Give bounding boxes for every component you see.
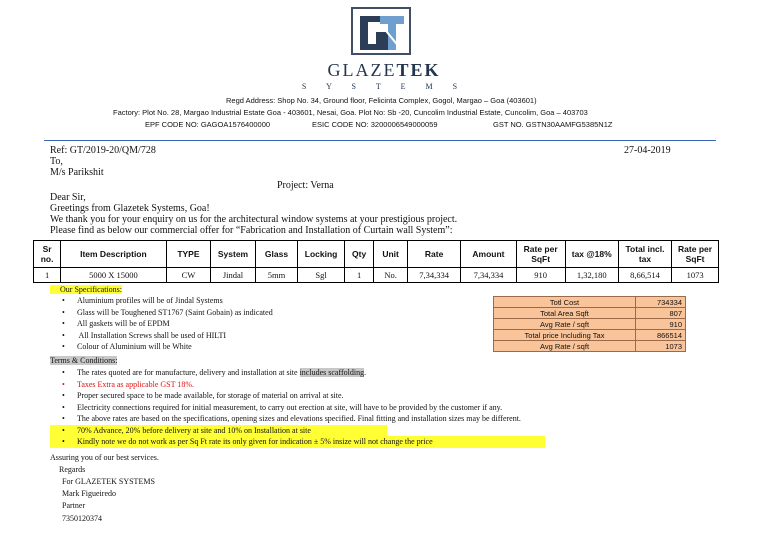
table-row (494, 319, 686, 330)
gst-number: GST NO. GSTN30AAMFG5385N1Z (493, 120, 613, 129)
column-header: TYPE (166, 241, 211, 268)
cost-label: Avg Rate / sqft (494, 319, 636, 330)
quotation-table (33, 240, 719, 283)
brand-name-tek: TEK (396, 60, 441, 80)
table-cell: 910 (516, 268, 565, 283)
terms-title (50, 355, 117, 366)
company-signoff: For GLAZETEK SYSTEMS (62, 477, 155, 486)
glazetek-logo-icon (336, 4, 426, 60)
closing-line: Assuring you of our best services. (50, 453, 159, 462)
table-cell: 5000 X 15000 (61, 268, 166, 283)
brand-name-glaze: GLAZE (327, 60, 397, 80)
header-divider (44, 140, 716, 141)
specifications-title (50, 284, 122, 295)
cost-label: Totl Cost (494, 297, 636, 308)
thanks-line: We thank you for your enquiry on us for the architectural window systems at your prestigious project. (50, 214, 458, 225)
column-header: Locking (298, 241, 345, 268)
list-item: • Colour of Aluminium will be White (50, 341, 273, 353)
specifications-title-text: Our Specifications: (50, 285, 122, 294)
column-header: Rate per SqFt (672, 241, 719, 268)
table-cell: Sgl (298, 268, 345, 283)
list-item: • Taxes Extra as applicable GST 18%. (50, 379, 545, 391)
list-item: • Electricity connections required for initial measurement, to carry out erection at site, will have to be provided by the customer if any. (50, 402, 545, 414)
column-header: Rate per SqFt (516, 241, 565, 268)
brand-name (0, 60, 768, 81)
brand-subtitle: S Y S T E M S (301, 82, 467, 91)
cost-value: 734334 (636, 297, 686, 308)
column-header: Unit (374, 241, 408, 268)
cost-label: Avg Rate / sqft (494, 341, 636, 352)
cost-value: 910 (636, 319, 686, 330)
cost-label: Total Area Sqft (494, 308, 636, 319)
column-header: Sr no. (34, 241, 61, 268)
list-item: • All Installation Screws shall be used of HILTI (50, 330, 273, 342)
table-cell: 1 (34, 268, 61, 283)
table-row (494, 330, 686, 341)
table-cell: 1,32,180 (565, 268, 618, 283)
table-row (494, 308, 686, 319)
offer-line: Please find as below our commercial offer for “Fabrication and Installation of Curtain wall System”: (50, 225, 453, 236)
table-cell: 1 (344, 268, 373, 283)
terms-list (50, 367, 545, 448)
table-header-row (34, 241, 719, 268)
registered-address: Regd Address: Shop No. 34, Ground floor, Felicinta Complex, Gogol, Margao – Goa (403601) (226, 96, 537, 105)
table-cell: Jindal (211, 268, 256, 283)
cost-value: 1073 (636, 341, 686, 352)
specifications-list (50, 295, 273, 353)
list-item (50, 367, 545, 379)
table-cell: 5mm (255, 268, 297, 283)
table-cell: 7,34,334 (461, 268, 516, 283)
letter-date: 27-04-2019 (624, 145, 671, 156)
epf-code: EPF CODE NO: GAGOA1576400000 (145, 120, 271, 129)
list-item: • Kindly note we do not work as per Sq Ft rate its only given for indication ± 5% insize will not change the price (50, 436, 545, 448)
phone-number: 7350120374 (62, 514, 102, 523)
list-item: • 70% Advance, 20% before delivery at site and 10% on Installation at site (50, 425, 387, 437)
list-item: • Glass will be Toughened ST1767 (Saint Gobain) as indicated (50, 307, 273, 319)
cost-label: Total price Including Tax (494, 330, 636, 341)
table-cell: CW (166, 268, 211, 283)
salutation: Dear Sir, (50, 192, 86, 203)
signatory-name: Mark Figueiredo (62, 489, 116, 498)
cost-summary-table (493, 296, 686, 352)
list-item: • All gaskets will be of EPDM (50, 318, 273, 330)
greeting: Greetings from Glazetek Systems, Goa! (50, 203, 210, 214)
table-cell: 1073 (672, 268, 719, 283)
list-item: • The above rates are based on the specifications, opening sizes and elevations specified. Final fitting and installation sizes may be different. (50, 413, 545, 425)
recipient: M/s Parikshit (50, 167, 104, 178)
column-header: Rate (407, 241, 460, 268)
signatory-title: Partner (62, 501, 86, 510)
list-item: • Proper secured space to be made available, for storage of material on arrival at site. (50, 390, 545, 402)
reference-number: Ref: GT/2019-20/QM/728 (50, 145, 156, 156)
table-row (494, 341, 686, 352)
terms-item-text: . (364, 368, 367, 377)
terms-item-text: The rates quoted are for manufacture, delivery and installation at site (77, 368, 300, 377)
esic-code: ESIC CODE NO: 3200006549000059 (312, 120, 438, 129)
column-header: Glass (255, 241, 297, 268)
column-header: tax @18% (565, 241, 618, 268)
table-row (494, 297, 686, 308)
column-header: Total incl. tax (618, 241, 671, 268)
project-name: Project: Verna (277, 180, 334, 191)
column-header: Qty (344, 241, 373, 268)
regards: Regards (59, 465, 86, 474)
table-cell: 7,34,334 (407, 268, 460, 283)
column-header: Amount (461, 241, 516, 268)
terms-title-text: Terms & Conditions: (50, 356, 118, 365)
to-line: To, (50, 156, 63, 167)
list-item: • Aluminium profiles will be of Jindal Systems (50, 295, 273, 307)
column-header: Item Description (61, 241, 166, 268)
scaffolding-highlight: includes scaffolding (299, 368, 365, 377)
column-header: System (211, 241, 256, 268)
cost-value: 866514 (636, 330, 686, 341)
table-row (34, 268, 719, 283)
cost-value: 807 (636, 308, 686, 319)
table-cell: 8,66,514 (618, 268, 671, 283)
factory-address: Factory: Plot No. 28, Margao Industrial Estate Goa - 403601, Nesai, Goa. Plot No: Sb -20, Cuncolim Industrial Estate, Cuncolim, Goa – 403703 (113, 108, 588, 117)
table-cell: No. (374, 268, 408, 283)
